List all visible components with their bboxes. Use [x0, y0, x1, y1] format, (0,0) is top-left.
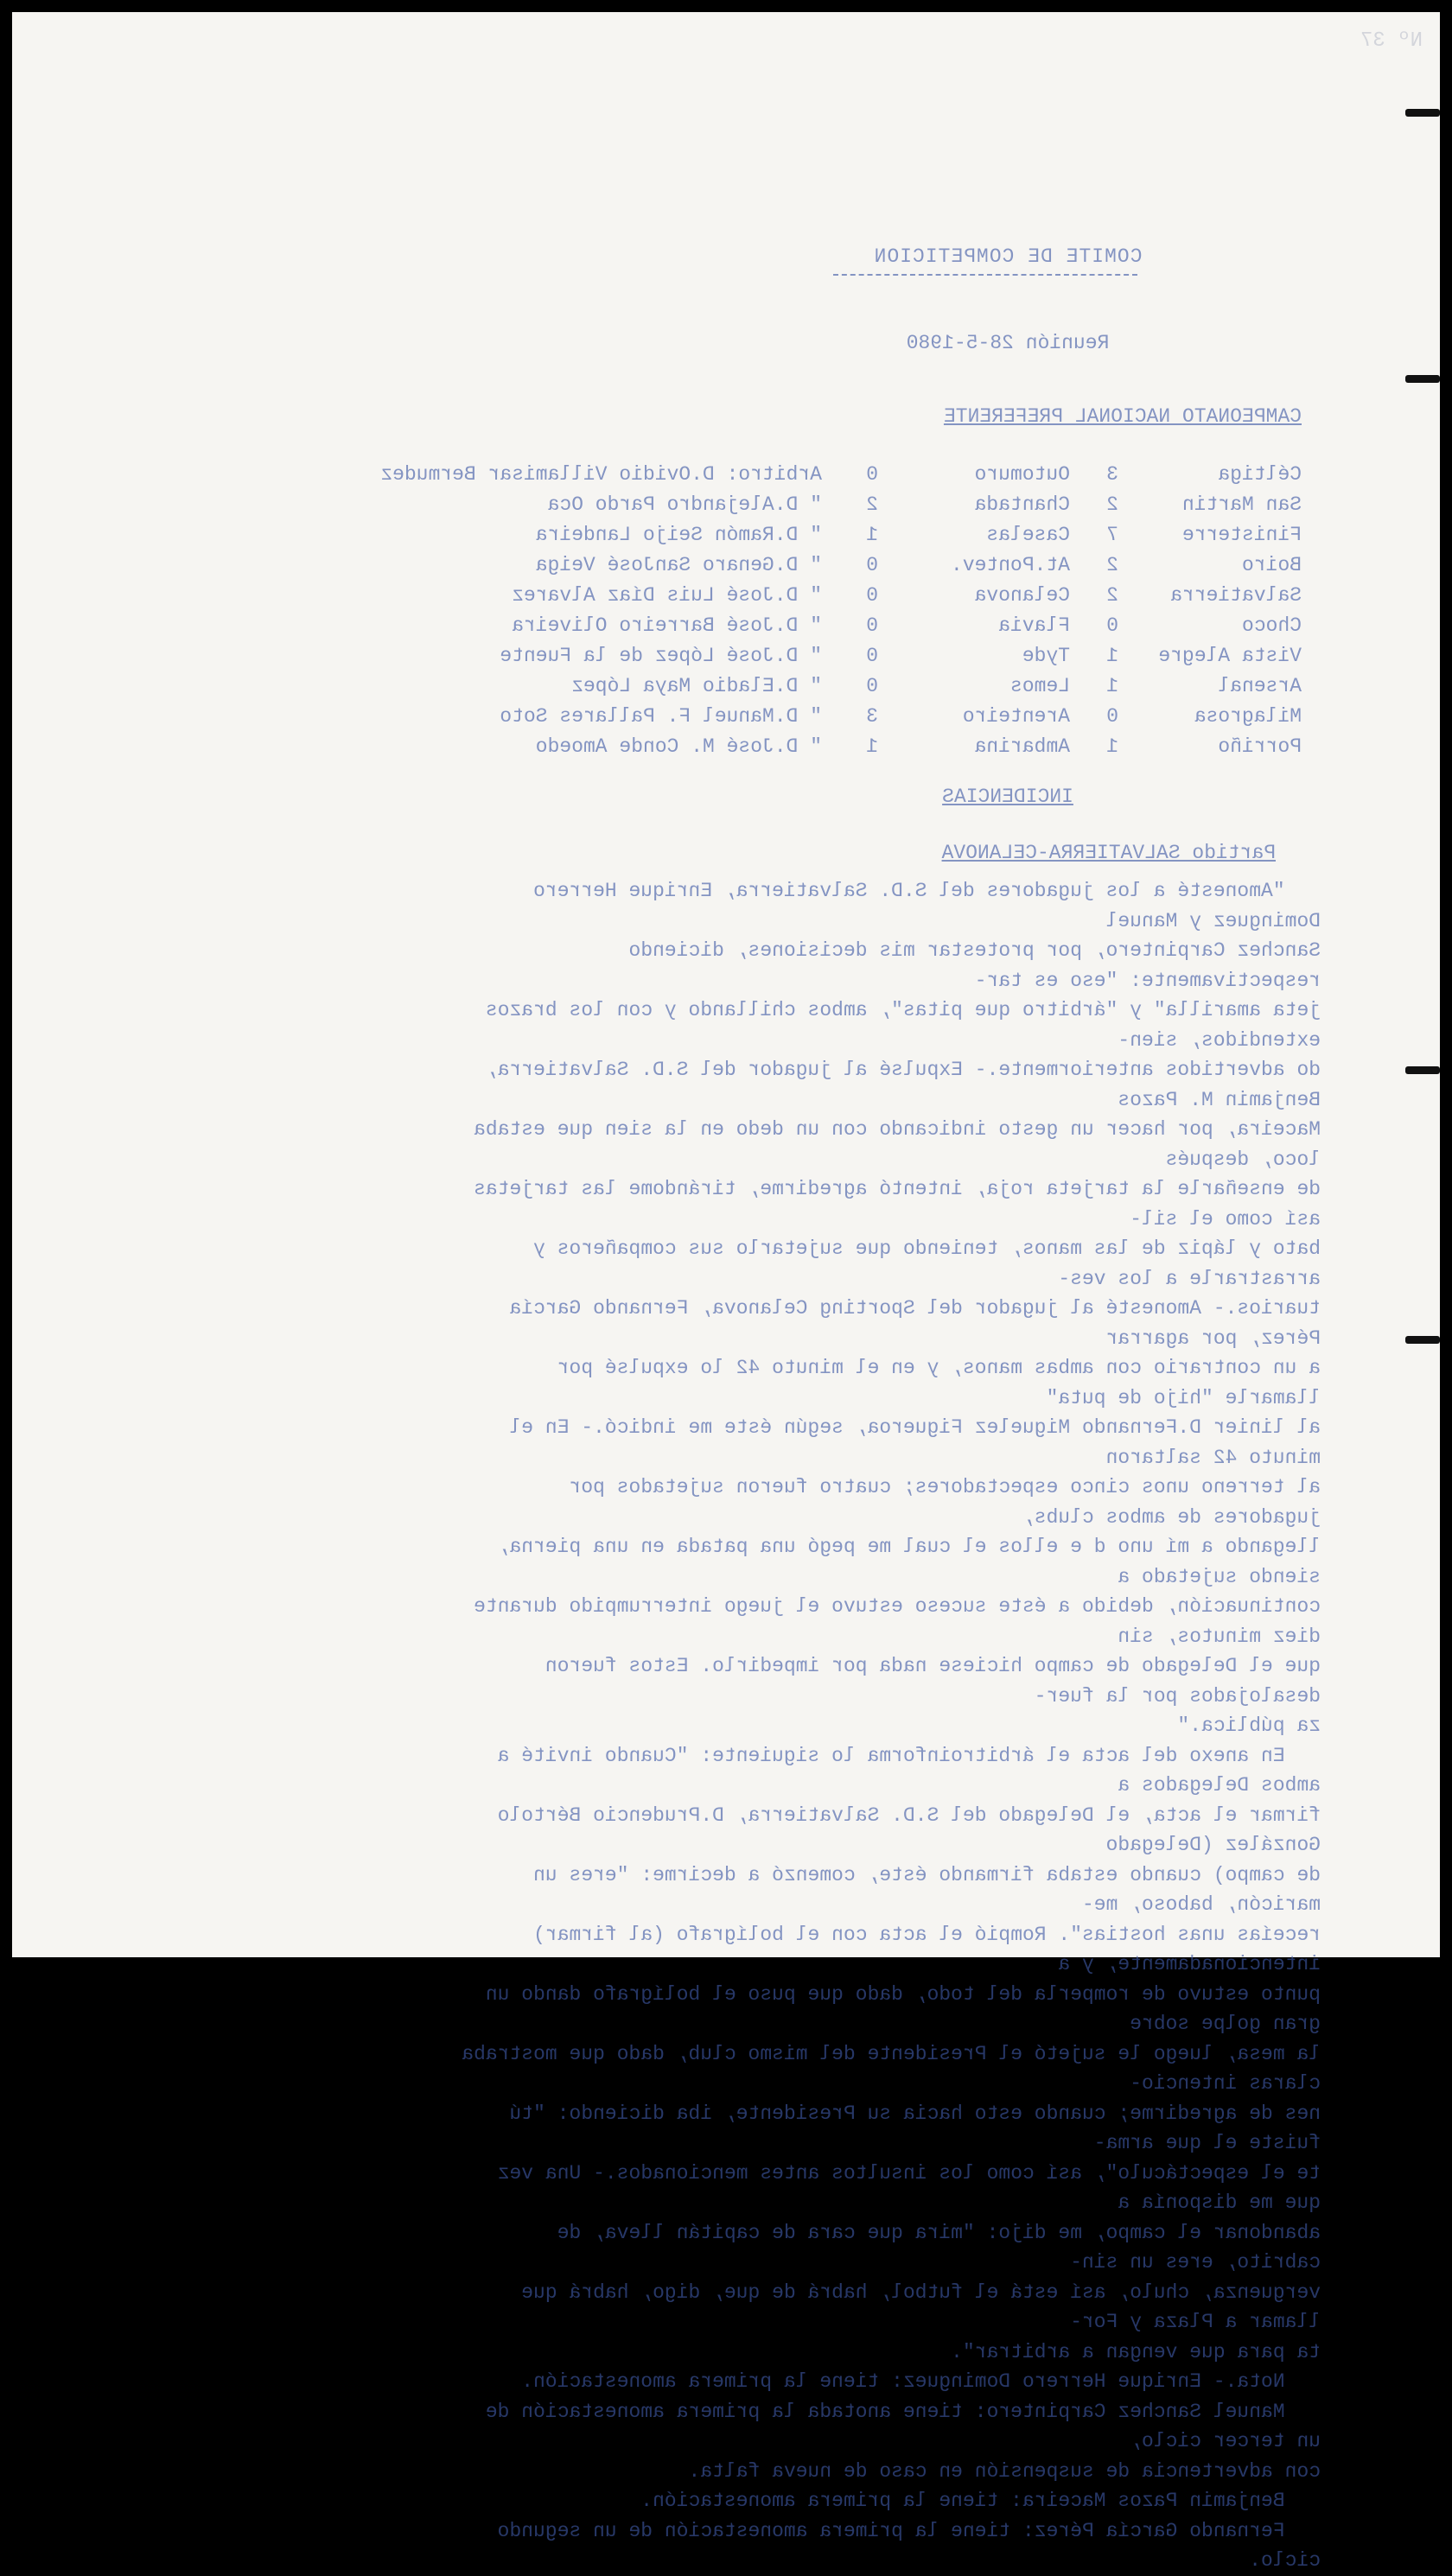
report-line: Manuel Sanchez Carpintero: tiene anotada la primera amonestación de un tercer ciclo, — [474, 2400, 1321, 2452]
binder-clip-mark — [1405, 109, 1440, 117]
referee: " D.Ramón Seijo Landeira — [535, 524, 822, 546]
report-line: de enseñarle la tarjeta roja, intentó agredirme, tirándome las tarjetas así como el sil- — [462, 1178, 1321, 1231]
report-line: continuación, debido a éste suceso estuvo el juego interrumpido durante diez minutos, sin — [462, 1595, 1321, 1648]
championship-heading: CAMPEONATO NACIONAL PREFERENTE — [943, 405, 1302, 428]
away-goals: 1 — [866, 524, 878, 546]
report-line: do advertidos anteriormente.- Expulsé al jugador del S.D. Salvatierra, Benjamin M. Pazos — [474, 1059, 1321, 1111]
away-goals: 0 — [866, 675, 878, 697]
report-line: a un contrario con ambas manos, y en el minuto 42 lo expulsé por llamarle "hijo de puta" — [544, 1357, 1321, 1409]
home-goals: 1 — [1106, 735, 1118, 758]
report-line: de campo) cuando estaba firmando éste, comenzó a decirme: "eres un maricón, baboso, me- — [521, 1863, 1321, 1916]
binder-clip-mark — [1405, 375, 1440, 383]
incident-report — [449, 876, 1321, 2576]
report-line: abandonar el campo, me dijo: "mira que cara de capitán lleva, de cabrito, eres un sin- — [544, 2221, 1321, 2274]
report-line: al linier D.Fernando Miguelez Figueroa, según éste me indicó.- En el minuto 42 saltaron — [497, 1416, 1321, 1469]
away-team: Arenteiro — [962, 705, 1070, 728]
away-team: Ambarina — [974, 735, 1070, 758]
report-line: ta para que vengan a arbitrar". — [951, 2340, 1321, 2363]
report-line: la mesa, luego le sujetó el Presidente del mismo club, dado que mostraba claras intencio- — [449, 2042, 1321, 2095]
report-line: con advertencia de suspensión en caso de nueva falta. — [688, 2459, 1321, 2483]
away-team: Celanova — [974, 584, 1070, 607]
report-line: llegando a mí uno d e ellos el cual me pegó una patada en una pierna, siendo sujetado a — [485, 1536, 1321, 1588]
meeting-date: Reunión 28-5-1980 — [906, 332, 1110, 354]
report-line: Sanchez Carpintero, por protestar mis decisiones, diciendo respectivamente: "eso es tar- — [616, 939, 1321, 992]
report-line: tuarios.- Amonesté al jugador del Sporting Celanova, Fernando García Pérez, por agarrar — [497, 1297, 1321, 1350]
away-goals: 0 — [866, 645, 878, 667]
report-line: Nota.- Enrique Herrero Dominguez: tiene la primera amonestación. — [521, 2370, 1321, 2393]
away-goals: 0 — [866, 614, 878, 637]
home-goals: 2 — [1106, 493, 1118, 516]
document-title: COMITE DE COMPETICION — [873, 245, 1143, 268]
title-underline — [833, 274, 1137, 276]
away-team: Caselas — [986, 524, 1070, 546]
home-team: Choco — [1241, 614, 1302, 637]
home-team: Salvatierra — [1170, 584, 1302, 607]
away-goals: 0 — [866, 463, 878, 486]
away-goals: 1 — [866, 735, 878, 758]
report-line: Fernando García Pérez: tiene la primera amonestación de un segundo ciclo. — [485, 2519, 1321, 2572]
report-line: En anexo del acta el árbitroinforma lo siguiente: "Cuando invité a ambos Delegados a — [485, 1744, 1321, 1797]
home-team: Finisterre — [1181, 524, 1302, 546]
away-team: Tyde — [1022, 645, 1070, 667]
home-goals: 2 — [1106, 584, 1118, 607]
away-team: At.Pontev. — [950, 554, 1070, 576]
home-goals: 1 — [1106, 645, 1118, 667]
binder-clip-mark — [1405, 1066, 1440, 1074]
report-line: al terreno unos cinco espectadores; cuatro fueron sujetados por jugadores de ambos clubs, — [557, 1476, 1321, 1529]
home-team: Milagrosa — [1194, 705, 1302, 728]
home-goals: 0 — [1106, 705, 1118, 728]
referee: " D.José López de la Fuente — [500, 645, 822, 667]
report-line: Maceira, por hacer un gesto indicando con un dedo en la sien que estaba loco, después — [462, 1118, 1321, 1171]
away-goals: 0 — [866, 554, 878, 576]
away-team: Outomuro — [974, 463, 1070, 486]
report-line: firmar el acta, el Delegado del S.D. Salvatierra, D.Prudencio Bértolo González (Delegado — [485, 1803, 1321, 1856]
report-line: punto estuvo de romperla del todo, dado que puso el bolígrafo dando un gran golpe sobre — [474, 1982, 1321, 2035]
referee: " D.José Luis Díaz Alvarez — [512, 584, 822, 607]
home-goals: 2 — [1106, 554, 1118, 576]
home-team: Vista Alegre — [1158, 645, 1302, 667]
away-team: Chantada — [974, 493, 1070, 516]
incidents-heading: INCIDENCIAS — [942, 786, 1073, 808]
report-line: que el Delegado de campo hiciese nada por impedirlo. Estos fueron desalojados por la fuer- — [533, 1655, 1321, 1708]
home-goals: 7 — [1106, 524, 1118, 546]
home-team: Boiro — [1241, 554, 1302, 576]
referee: " D.Alejandro Pardo Oca — [547, 493, 822, 516]
home-goals: 1 — [1106, 675, 1118, 697]
report-line: jeta amarilla" y "árbitro que pitas", ambos chillando y con los brazos extendidos, sien- — [474, 999, 1321, 1052]
home-team: Céltiga — [1218, 463, 1302, 486]
page-number: Nº 37 — [1360, 29, 1423, 53]
report-line: za pública." — [1177, 1714, 1321, 1737]
referee: " D.Genaro SanJosé Veiga — [535, 554, 822, 576]
away-goals: 0 — [866, 584, 878, 607]
report-line: verguenza, chulo, así está el futbol, habrá de que, digo, habrá que llamar a Plaza y For- — [509, 2280, 1321, 2333]
report-line: Benjamin Pazos Maceira: tiene la primera amonestación. — [640, 2490, 1321, 2512]
home-team: San Martin — [1181, 493, 1302, 516]
referee: Arbitro: D.Ovidio Villamisar Bermudez — [380, 463, 822, 486]
home-team: Arsenal — [1218, 675, 1302, 697]
report-line: te el espectáculo", así como los insultos antes mencionados.- Una vez que me disponía a — [485, 2161, 1321, 2214]
home-goals: 3 — [1106, 463, 1118, 486]
referee: " D.José M. Conde Amoedo — [535, 735, 822, 758]
match-heading: Partido SALVATIERRA-CELANOVA — [941, 842, 1276, 864]
referee: " D.José Barreiro Oliveira — [512, 614, 822, 637]
mirrored-typed-text — [12, 12, 1440, 2572]
report-line: "Amonesté a los jugadores del S.D. Salvatierra, Enrique Herrero Dominguez y Manuel — [521, 880, 1321, 932]
report-line: receías unas hostias". Rompió el acta con el bolígrafo (al firmar) intencionadamente, y a — [521, 1923, 1321, 1975]
home-goals: 0 — [1106, 614, 1118, 637]
away-goals: 3 — [866, 705, 878, 728]
binder-clip-mark — [1405, 1336, 1440, 1344]
away-team: Lemos — [1009, 675, 1070, 697]
away-goals: 2 — [866, 493, 878, 516]
referee: " D.Eladio Maya López — [571, 675, 822, 697]
home-team: Porriño — [1218, 735, 1302, 758]
report-line: nes de agredirme; cuando esto hacia su Presidente, iba diciendo: "tú fuiste el que arma- — [497, 2102, 1321, 2154]
report-line: bato y lápiz de las manos, teniendo que sujetarlo sus compañeros y arrastrarle a los ves- — [521, 1237, 1321, 1290]
away-team: Flavia — [998, 614, 1070, 637]
document-page — [12, 12, 1440, 2572]
referee: " D.Manuel F. Pallares Soto — [500, 705, 822, 728]
